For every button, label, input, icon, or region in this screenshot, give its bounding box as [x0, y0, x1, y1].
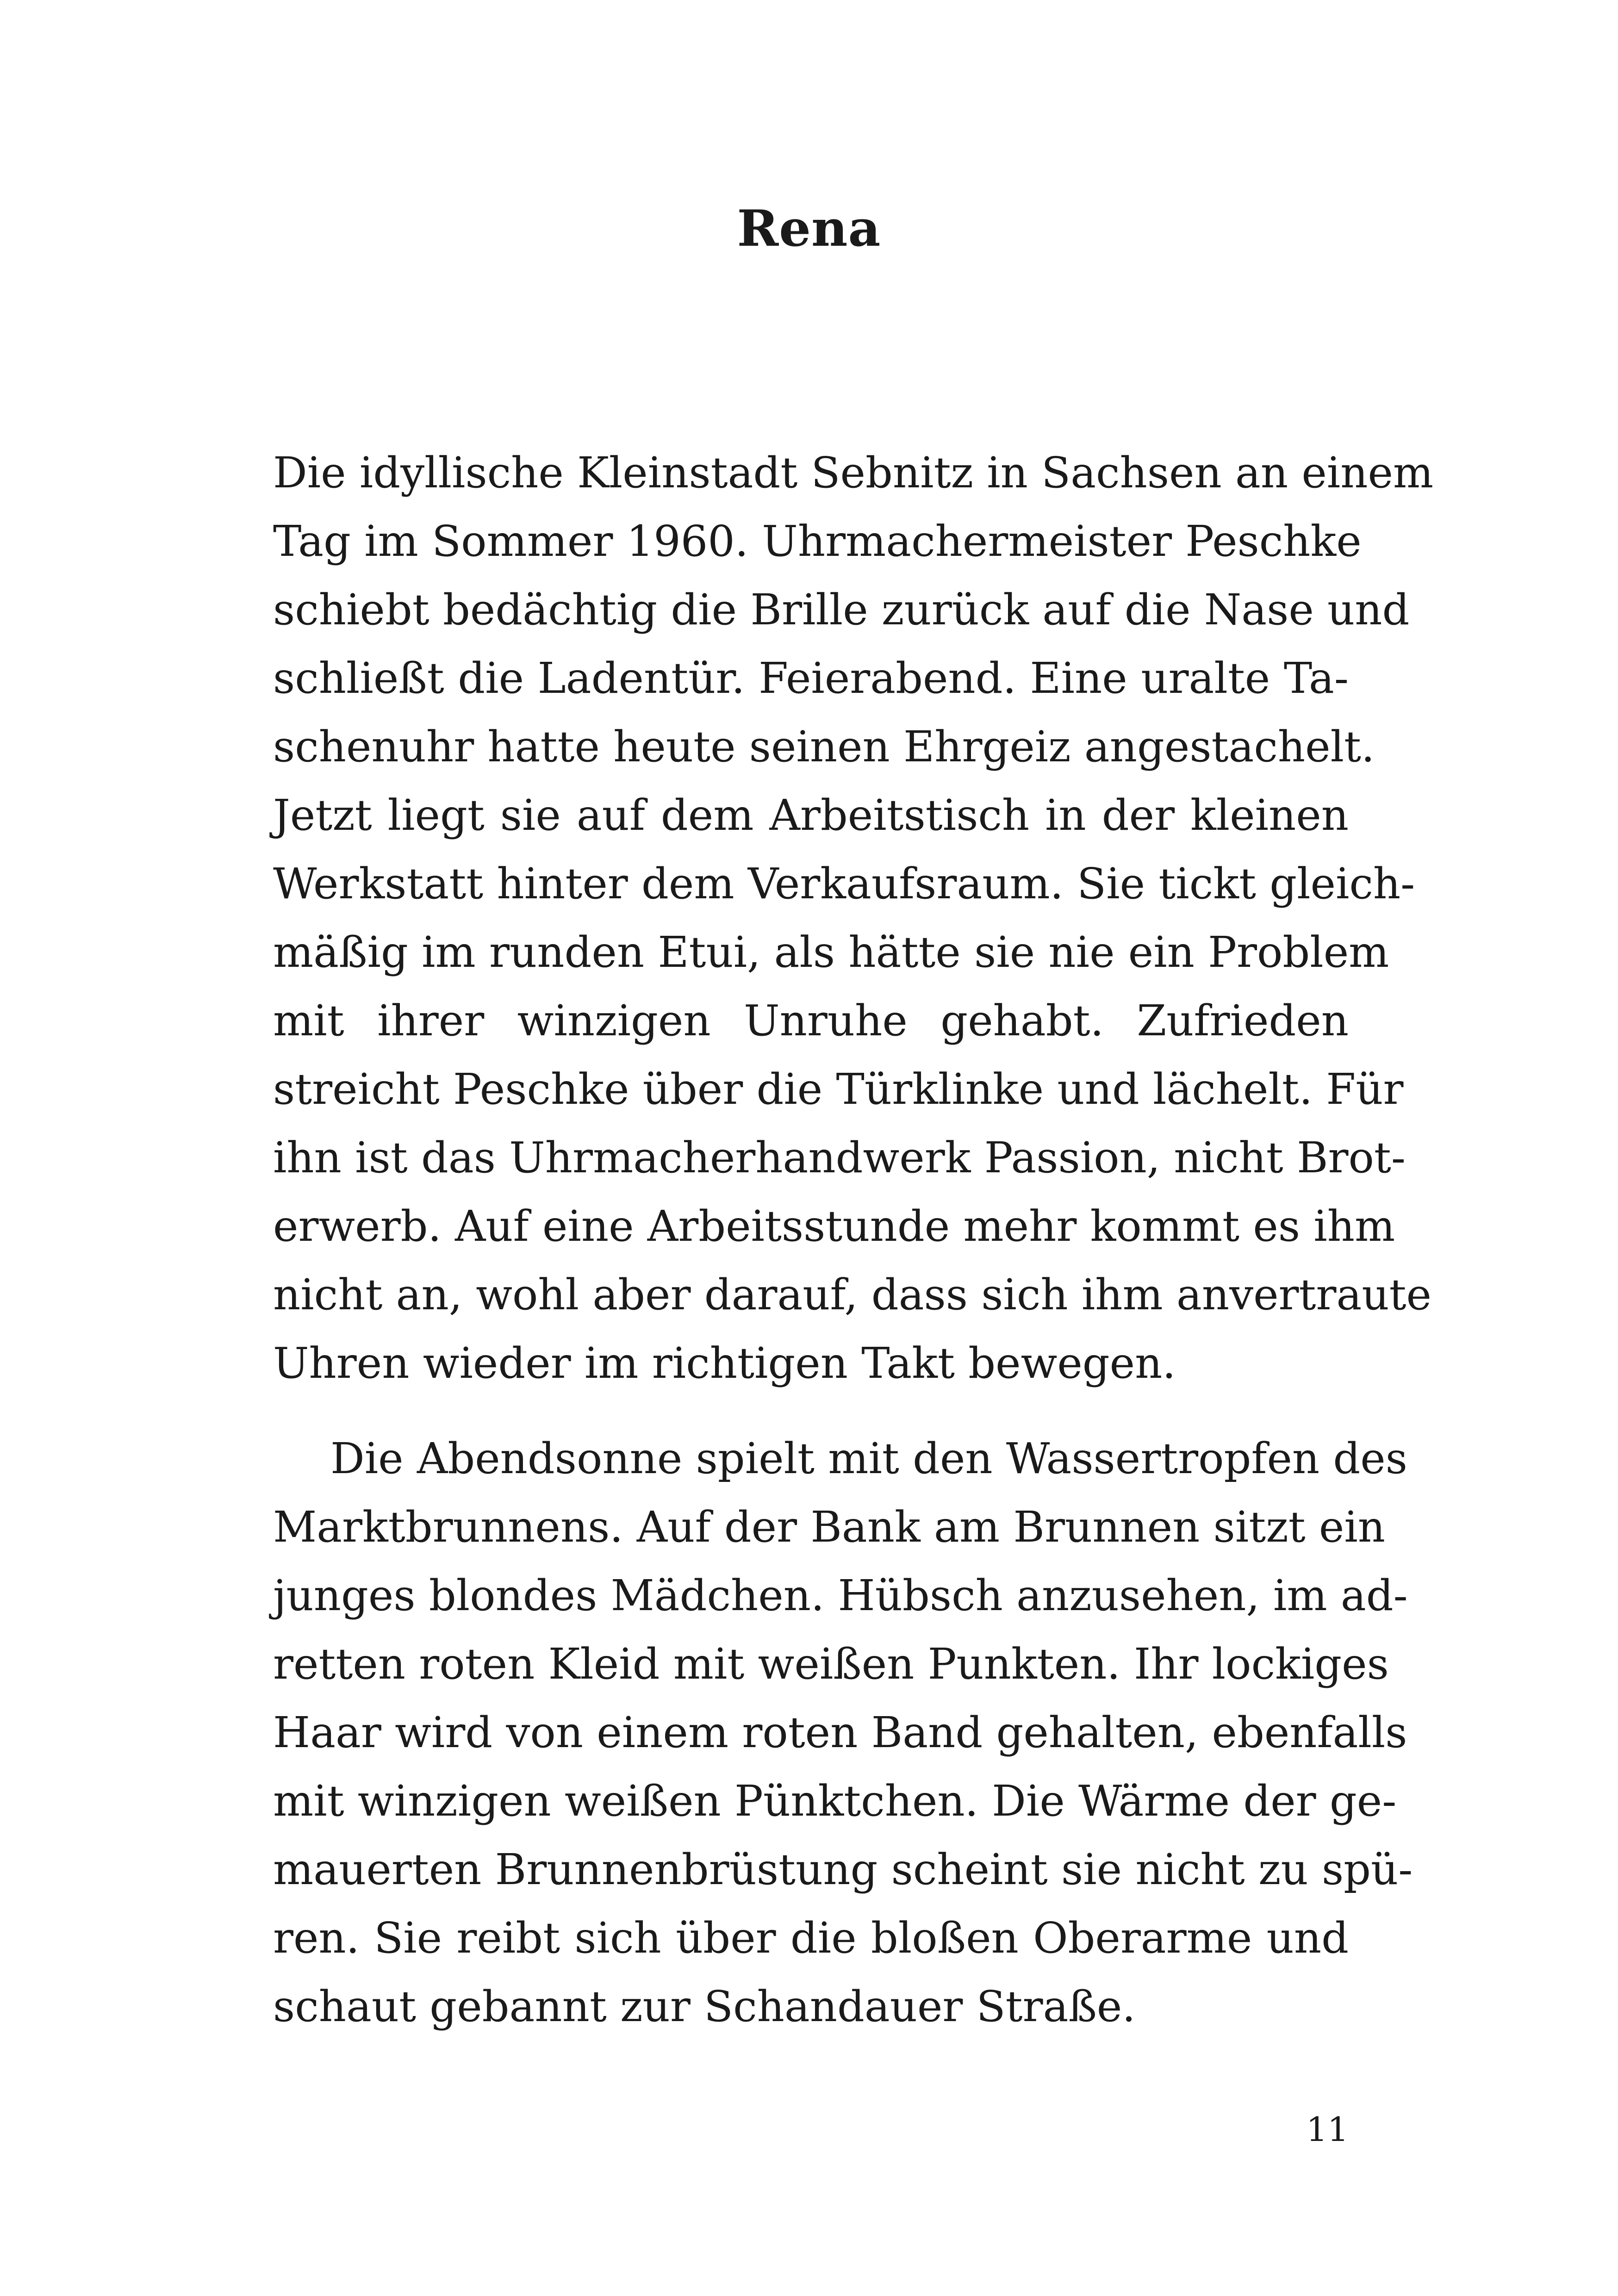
text-line: streicht Peschke über die Türklinke und lächelt. Für: [273, 1064, 1404, 1114]
text-line: Jetzt liegt sie auf dem Arbeitstisch in der kleinen: [273, 790, 1349, 840]
page-number: 11: [1306, 2110, 1349, 2149]
text-line: schaut gebannt zur Schandauer Straße.: [273, 1982, 1136, 2031]
text-line: retten roten Kleid mit weißen Punkten. Ihr lockiges: [273, 1639, 1389, 1689]
text-line: mäßig im runden Etui, als hätte sie nie ein Problem: [273, 927, 1389, 977]
text-line: Marktbrunnens. Auf der Bank am Brunnen sitzt ein: [273, 1502, 1386, 1552]
chapter-title: Rena: [737, 199, 881, 258]
text-line: schenuhr hatte heute seinen Ehrgeiz angestachelt.: [273, 722, 1375, 772]
text-line: erwerb. Auf eine Arbeitsstunde mehr kommt es ihm: [273, 1201, 1395, 1251]
text-line: nicht an, wohl aber darauf, dass sich ihm anvertraute: [273, 1270, 1432, 1319]
text-line: ren. Sie reibt sich über die bloßen Oberarme und: [273, 1913, 1349, 1963]
text-line: Die idyllische Kleinstadt Sebnitz in Sachsen an einem: [273, 448, 1434, 498]
text-line: Werkstatt hinter dem Verkaufsraum. Sie tickt gleich-: [273, 859, 1415, 908]
text-line: Haar wird von einem roten Band gehalten, ebenfalls: [273, 1708, 1407, 1757]
text-line: schließt die Ladentür. Feierabend. Eine uralte Ta-: [273, 653, 1349, 703]
text-line: mit winzigen weißen Pünktchen. Die Wärme der ge-: [273, 1776, 1397, 1826]
text-line: schiebt bedächtig die Brille zurück auf die Nase und: [273, 585, 1410, 635]
paragraph-spacer: [273, 1398, 1349, 1425]
paragraph-1: [273, 439, 1434, 1398]
paragraph-2: [273, 1425, 1413, 2041]
text-line: ihn ist das Uhrmacherhandwerk Passion, nicht Brot-: [273, 1133, 1406, 1182]
body-text: [273, 439, 1434, 2041]
text-line: Uhren wieder im richtigen Takt bewegen.: [273, 1338, 1176, 1388]
text-line: mit ihrer winzigen Unruhe gehabt. Zufrieden: [273, 996, 1349, 1045]
text-line: mauerten Brunnenbrüstung scheint sie nicht zu spü-: [273, 1845, 1413, 1894]
text-line: junges blondes Mädchen. Hübsch anzusehen, im ad-: [273, 1571, 1408, 1620]
text-line: Tag im Sommer 1960. Uhrmachermeister Peschke: [273, 516, 1362, 566]
text-line: Die Abendsonne spielt mit den Wassertropfen des: [330, 1434, 1407, 1483]
